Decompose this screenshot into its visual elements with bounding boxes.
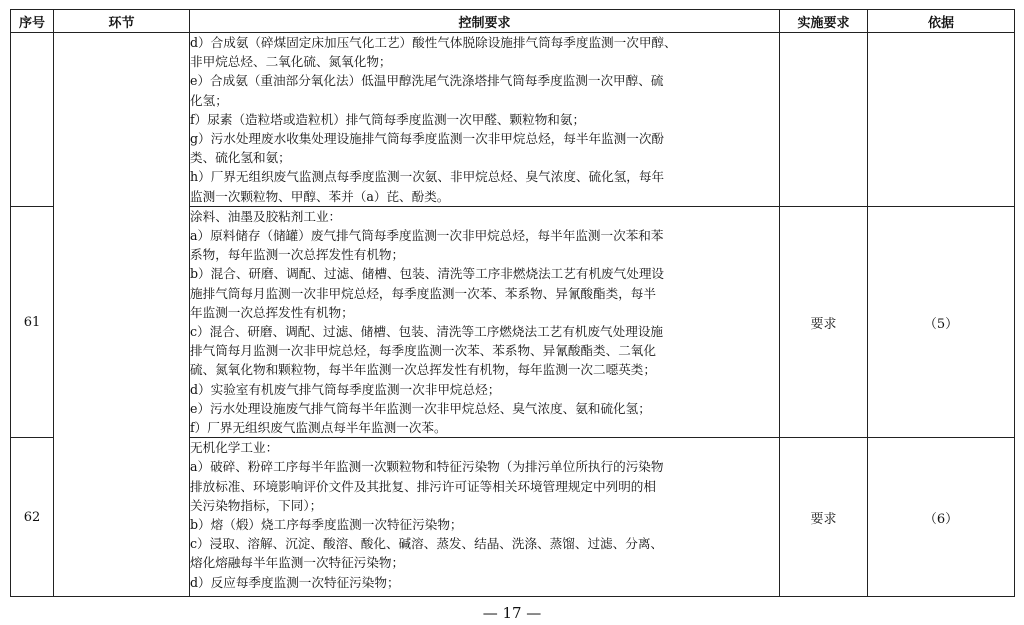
row-no: 62 xyxy=(11,438,54,597)
requirement-line: 非甲烷总烃、二氧化硫、氮氧化物； xyxy=(190,54,392,70)
header-control: 控制要求 xyxy=(190,10,780,33)
requirement-line: 排气筒每月监测一次非甲烷总烃，每季度监测一次苯、苯系物、异氰酸酯类、二氧化 xyxy=(190,343,656,359)
requirement-line: 硫、氮氧化物和颗粒物，每半年监测一次总挥发性有机物，每年监测一次二噁英类； xyxy=(190,362,656,378)
header-stage: 环节 xyxy=(54,10,190,33)
requirement-line: 施排气筒每月监测一次非甲烷总烃，每季度监测一次苯、苯系物、异氰酸酯类，每半 xyxy=(190,285,656,301)
requirement-line: g）污水处理废水收集处理设施排气筒每季度监测一次非甲烷总烃，每半年监测一次酚 xyxy=(190,131,665,147)
requirement-line: a）原料储存（储罐）废气排气筒每季度监测一次非甲烷总烃，每半年监测一次苯和苯 xyxy=(190,228,664,244)
requirement-line: c）混合、研磨、调配、过滤、储槽、包装、清洗等工序燃烧法工艺有机废气处理设施 xyxy=(190,324,664,340)
row-implementation xyxy=(780,33,868,207)
header-no: 序号 xyxy=(11,10,54,33)
row-stage xyxy=(54,33,190,597)
requirement-line: c）浸取、溶解、沉淀、酸溶、酸化、碱溶、蒸发、结晶、洗涤、蒸馏、过滤、分离、 xyxy=(190,536,664,552)
requirement-line: 涂料、油墨及胶粘剂工业： xyxy=(190,208,342,224)
header-basis: 依据 xyxy=(868,10,1015,33)
requirement-line: 化氢； xyxy=(190,92,228,108)
row-no: 61 xyxy=(11,206,54,437)
requirement-line: a）破碎、粉碎工序每半年监测一次颗粒物和特征污染物（为排污单位所执行的污染物 xyxy=(190,459,664,475)
row-implementation: 要求 xyxy=(780,438,868,597)
requirement-line: d）反应每季度监测一次特征污染物； xyxy=(190,574,400,590)
requirement-line: f）尿素（造粒塔或造粒机）排气筒每季度监测一次甲醛、颗粒物和氨； xyxy=(190,111,586,127)
row-basis: （5） xyxy=(868,206,1015,437)
table-row xyxy=(11,33,1015,207)
header-row xyxy=(11,10,1015,33)
requirement-line: f）厂界无组织废气监测点每半年监测一次苯。 xyxy=(190,420,447,436)
row-basis: （6） xyxy=(868,438,1015,597)
requirement-line: 年监测一次总挥发性有机物； xyxy=(190,304,354,320)
requirement-line: b）混合、研磨、调配、过滤、储槽、包装、清洗等工序非燃烧法工艺有机废气处理设 xyxy=(190,266,665,282)
requirement-line: 类、硫化氢和氨； xyxy=(190,150,291,166)
requirement-line: b）熔（煅）烧工序每季度监测一次特征污染物； xyxy=(190,517,463,533)
page-number: — 17 — xyxy=(482,604,542,622)
requirement-line: 关污染物指标，下同）； xyxy=(190,497,323,513)
requirement-line: 熔化熔融每半年监测一次特征污染物； xyxy=(190,555,405,571)
requirement-line: d）实验室有机废气排气筒每季度监测一次非甲烷总烃； xyxy=(190,381,501,397)
requirement-line: 排放标准、环境影响评价文件及其批复、排污许可证等相关环境管理规定中列明的相 xyxy=(190,478,656,494)
control-requirements-cell xyxy=(190,33,780,207)
requirement-line: e）污水处理设施废气排气筒每半年监测一次非甲烷总烃、臭气浓度、氨和硫化氢； xyxy=(190,400,651,416)
requirement-line: 监测一次颗粒物、甲醇、苯并（a）芘、酚类。 xyxy=(190,188,450,204)
requirement-line: h）厂界无组织废气监测点每季度监测一次氨、非甲烷总烃、臭气浓度、硫化氢，每年 xyxy=(190,169,665,185)
row-no xyxy=(11,33,54,207)
control-requirements-cell xyxy=(190,438,780,597)
row-basis xyxy=(868,33,1015,207)
header-implementation: 实施要求 xyxy=(780,10,868,33)
row-implementation: 要求 xyxy=(780,206,868,437)
requirement-line: d）合成氨（碎煤固定床加压气化工艺）酸性气体脱除设施排气筒每季度监测一次甲醇、 xyxy=(190,35,677,50)
control-requirements-cell xyxy=(190,206,780,437)
requirement-line: 系物，每年监测一次总挥发性有机物； xyxy=(190,247,405,263)
requirement-line: e）合成氨（重油部分氧化法）低温甲醇洗尾气洗涤塔排气筒每季度监测一次甲醇、硫 xyxy=(190,73,664,89)
requirement-line: 无机化学工业： xyxy=(190,440,279,456)
requirements-table xyxy=(10,9,1015,597)
